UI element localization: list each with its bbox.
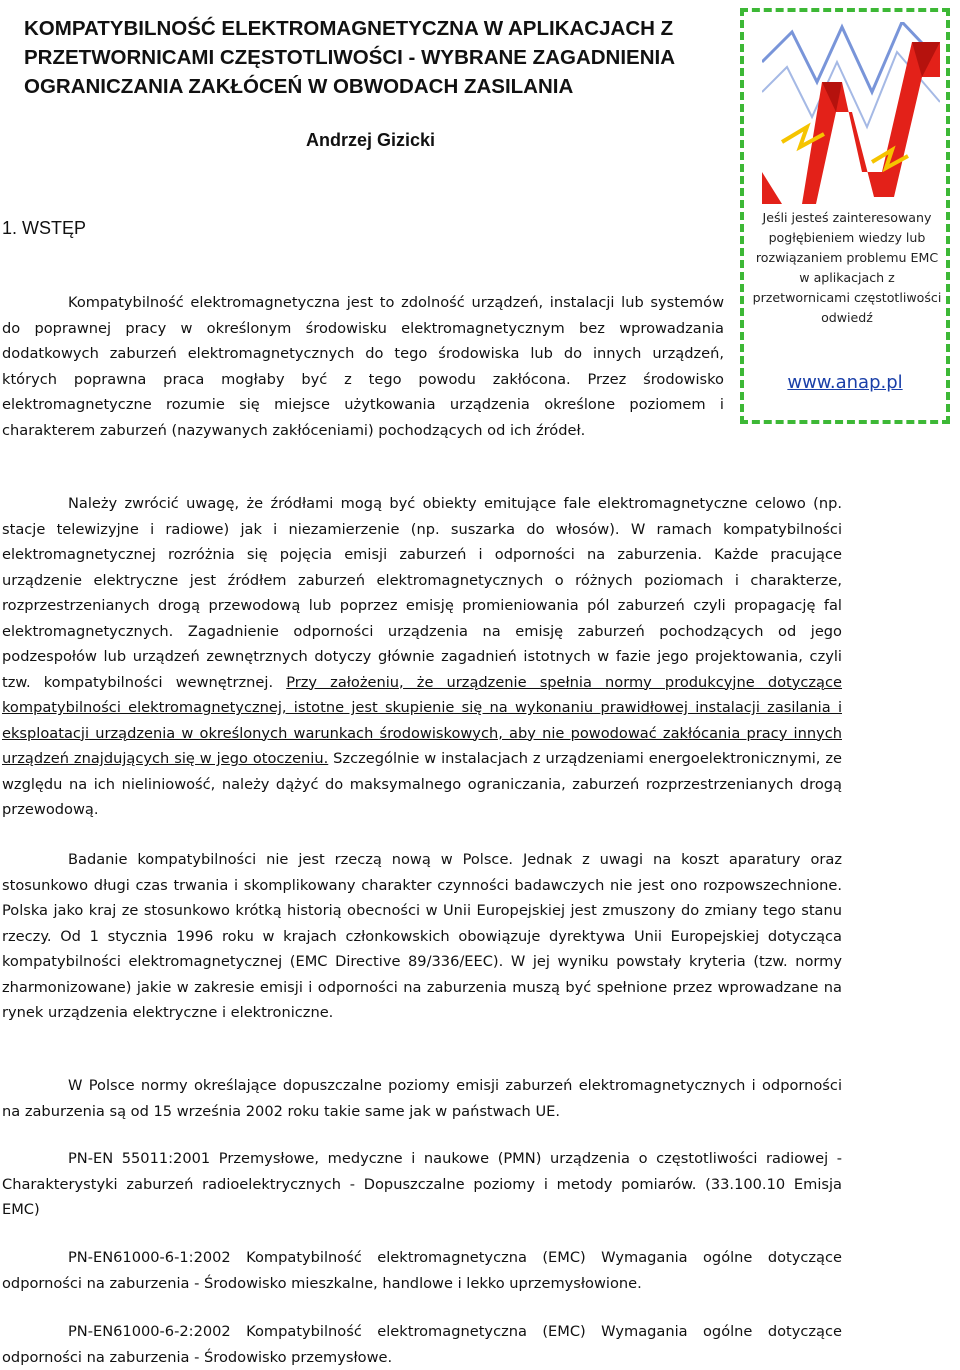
norm-pn-en-61000-6-1: PN-EN61000-6-1:2002 Kompatybilność elektromagnetyczna (EMC) Wymagania ogólne dotyczące odporności na zaburzenia - Środowisko mieszkalne, handlowe i lekko uprzemysłowione.	[2, 1249, 842, 1292]
ad-description: Jeśli jesteś zainteresowany pogłębieniem wiedzy lub rozwiązaniem problemu EMC w aplikacjach z przetwornicami częstotliwości odwiedź	[752, 210, 942, 325]
anap-website-link[interactable]: www.anap.pl	[787, 372, 903, 393]
paragraph-sources-part-a: Należy zwrócić uwagę, że źródłami mogą być obiekty emitujące fale elektromagnetyczne celowo (np. stacje telewizyjne i radiowe) jak i niezamierzenie (np. suszarka do włosów). W ramach kompatybilności elektromagnetycznej rozróżnia się pojęcia emisji zaburzeń i odporności na zaburzenia. Każde pracujące urządzenie elektryczne jest źródłem zaburzeń elektromagnetycznych o różnych poziomach i charakterze, rozprzestrzenianych drogą przewodową lub poprzez emisję promieniowania pól zaburzeń czyli propagację fal elektromagnetycznych. Zagadnienie odporności urządzenia na emisję zaburzeń pochodzących od jego podzespołów lub urządzeń zewnętrznych dotyczy głównie zagadnień istotnych w fazie jego projektowania, czyli tzw. kompatybilności wewnętrznej.	[2, 495, 842, 691]
paragraph-sources	[2, 491, 842, 823]
author-name: Andrzej Gizicki	[306, 130, 436, 150]
paragraph-research: Badanie kompatybilności nie jest rzeczą nową w Polsce. Jednak z uwagi na koszt aparatury oraz stosunkowo długi czas trwania i skomplikowany charakter czynności badawczych nie jest ono rozpowszechnione. Polska jako kraj ze stosunkowo krótką historią obecności w Unii Europejskiej jest zmuszony do zmiany tego stanu rzeczy. Od 1 stycznia 1996 roku w krajach członkowskich obowiązuje dyrektywa Unii Europejskiej dotycząca kompatybilności elektromagnetycznej (EMC Directive 89/336/EEC). W jej wyniku powstały kryteria (tzw. normy zharmonizowane) jakie w zakresie emisji i odporności na zaburzenia muszą być spełnione przez wprowadzane na rynek urządzenia elektryczne i elektroniczne.	[2, 851, 842, 1021]
section-heading: 1. WSTĘP	[2, 218, 87, 238]
document-title: KOMPATYBILNOŚĆ ELEKTROMAGNETYCZNA W APLIKACJACH Z PRZETWORNICAMI CZĘSTOTLIWOŚCI - WYBRANE ZAGADNIENIA OGRANICZANIA ZAKŁÓCEŃ W OBWODACH ZASILANIA	[24, 17, 675, 98]
paragraph-sources-underlined: Przy założeniu, że urządzenie spełnia normy produkcyjne dotyczące kompatybilności elektromagnetycznej, istotne jest skupienie się na wykonaniu prawidłowej instalacji zasilania i eksploatacji urządzenia w określonych warunkach środowiskowych, aby nie powodować zakłócania pracy innych urządzeń znajdujących się w jego otoczeniu.	[2, 673, 842, 767]
norm-pn-en-61000-6-2: PN-EN61000-6-2:2002 Kompatybilność elektromagnetyczna (EMC) Wymagania ogólne dotyczące odporności na zaburzenia - Środowisko przemysłowe.	[2, 1323, 842, 1366]
paragraph-poland-norms: W Polsce normy określające dopuszczalne poziomy emisji zaburzeń elektromagnetycznych i odporności na zaburzenia są od 15 września 2002 roku takie same jak w państwach UE.	[2, 1077, 842, 1120]
paragraph-intro: Kompatybilność elektromagnetyczna jest to zdolność urządzeń, instalacji lub systemów do poprawnej pracy w określonym środowisku elektromagnetycznym bez wprowadzania dodatkowych zaburzeń elektromagnetycznych do tego środowiska lub do innych urządzeń, których poprawna praca mogłaby być z tego powodu zakłócona. Przez środowisko elektromagnetyczne rozumie się miejsce użytkowania urządzenia określone poziomem i charakterem zaburzeń (nazywanych zakłóceniami) pochodzących od ich źródeł.	[2, 294, 724, 439]
paragraph-sources-part-b: Szczególnie w instalacjach z urządzeniami energoelektronicznymi, ze względu na ich nieliniowość, należy dążyć do maksymalnego ograniczania, zaburzeń rozprzestrzenianych drogą przewodową.	[2, 750, 842, 818]
anap-ad-box[interactable]	[740, 8, 950, 424]
anap-red-wave-logo-icon	[762, 22, 940, 204]
norm-pn-en-55011: PN-EN 55011:2001 Przemysłowe, medyczne i naukowe (PMN) urządzenia o częstotliwości radiowej - Charakterystyki zaburzeń radioelektrycznych - Dopuszczalne poziomy i metody pomiarów. (33.100.10 Emisja EMC)	[2, 1150, 842, 1218]
